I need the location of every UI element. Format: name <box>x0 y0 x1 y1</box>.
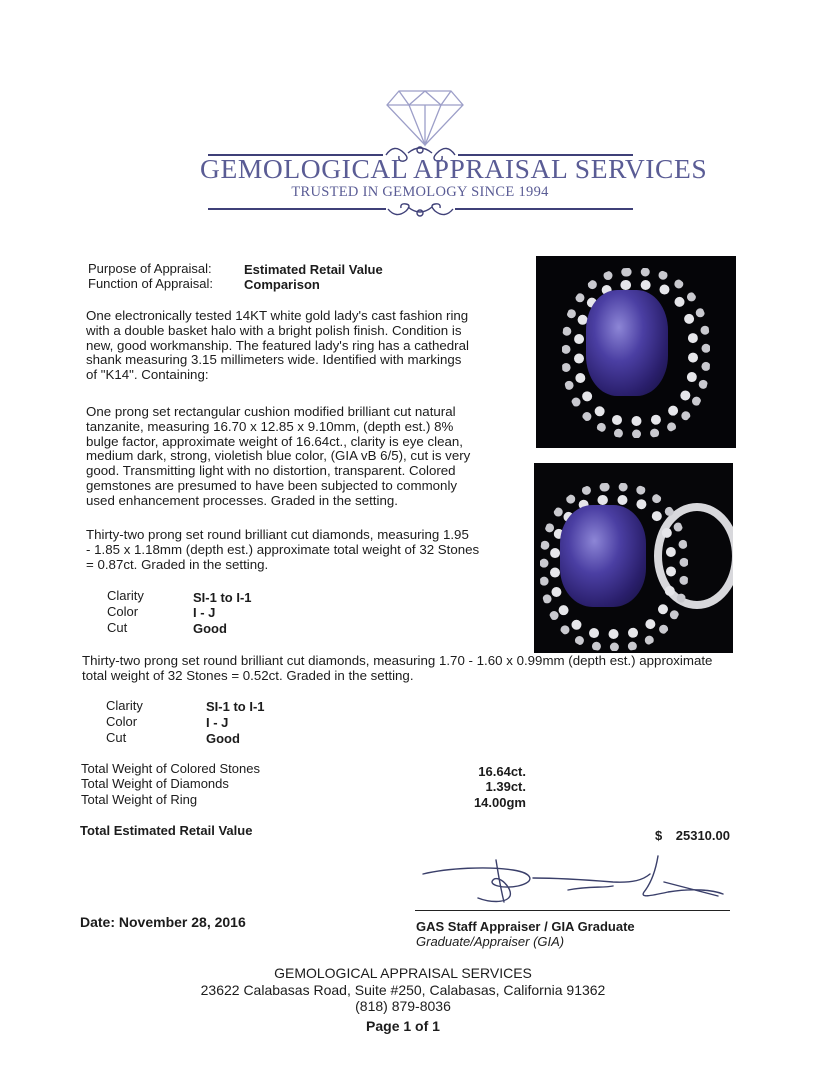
appraisal-date: Date: November 28, 2016 <box>80 914 246 930</box>
footer-company: GEMOLOGICAL APPRAISAL SERVICES <box>274 965 532 981</box>
grade-value: I - J <box>206 715 229 730</box>
total-label: Total Weight of Colored Stones <box>81 761 260 776</box>
total-value: 16.64ct. <box>478 764 526 779</box>
grade-value: Good <box>193 621 227 636</box>
grade-label: Clarity <box>107 588 144 603</box>
diamonds-description-2: Thirty-two prong set round brilliant cut diamonds, measuring 1.70 - 1.60 x 0.99mm (depth est.) approximate total weight of 32 Stones = 0.52ct. Graded in the setting. <box>82 653 713 683</box>
retail-label: Total Estimated Retail Value <box>80 823 253 838</box>
total-value: 14.00gm <box>473 795 526 810</box>
retail-currency: $ <box>655 828 663 843</box>
signature-line <box>415 910 730 911</box>
tanzanite-description: One prong set rectangular cushion modified brilliant cut natural tanzanite, measuring 16.70 x 12.85 x 9.10mm, (depth est.) 8% bulge factor, approximate weight of 16.64ct., clarity is eye clean, medium dark, strong, violetish blue color, (GIA vB 6/5), cut is very good. Transmitting light with no distortion, transparent. Colored gemstones are presumed to have been subjected to commonly used enhancement processes. Graded in the setting. <box>86 404 471 508</box>
function-value: Comparison <box>244 277 320 292</box>
appraiser-subtitle: Graduate/Appraiser (GIA) <box>416 934 565 949</box>
total-label: Total Weight of Ring <box>81 792 198 807</box>
tagline: TRUSTED IN GEMOLOGY SINCE 1994 <box>291 184 549 200</box>
ring-description: One electronically tested 14KT white gold lady's cast fashion ring with a double basket halo with a bright polish finish. Condition is new, good workmanship. The featured lady's ring has a cathedral shank measuring 3.15 millimeters wide. Identified with markings of "K14". Containing: <box>86 308 469 383</box>
purpose-label: Purpose of Appraisal: <box>88 261 212 276</box>
diamond-icon <box>385 87 465 147</box>
signature-image <box>418 852 738 912</box>
ring-photo-side <box>534 463 733 653</box>
grade-label: Clarity <box>106 698 143 713</box>
grade-label: Cut <box>106 730 127 745</box>
grade-label: Cut <box>107 620 128 635</box>
company-name: GEMOLOGICAL APPRAISAL SERVICES <box>200 153 708 184</box>
grade-value: Good <box>206 731 240 746</box>
grade-value: SI-1 to I-1 <box>206 699 265 714</box>
diamonds-description-1: Thirty-two prong set round brilliant cut diamonds, measuring 1.95 - 1.85 x 1.18mm (depth est.) approximate total weight of 32 Stones = 0.87ct. Graded in the setting. <box>86 527 480 572</box>
footer-phone: (818) 879-8036 <box>355 998 451 1014</box>
total-label: Total Weight of Diamonds <box>81 776 229 791</box>
grade-value: I - J <box>193 605 216 620</box>
ring-photo-top <box>536 256 736 448</box>
letterhead-logo <box>200 85 708 225</box>
function-label: Function of Appraisal: <box>88 276 214 291</box>
flourish-bottom-icon <box>208 199 633 221</box>
retail-amount: 25310.00 <box>675 828 730 843</box>
purpose-value: Estimated Retail Value <box>244 262 383 277</box>
total-value: 1.39ct. <box>485 779 526 794</box>
appraiser-title: GAS Staff Appraiser / GIA Graduate <box>416 919 635 934</box>
page-number: Page 1 of 1 <box>366 1018 440 1034</box>
grade-label: Color <box>106 714 138 729</box>
footer-address: 23622 Calabasas Road, Suite #250, Calabasas, California 91362 <box>200 982 606 998</box>
grade-label: Color <box>107 604 139 619</box>
grade-value: SI-1 to I-1 <box>193 590 252 605</box>
